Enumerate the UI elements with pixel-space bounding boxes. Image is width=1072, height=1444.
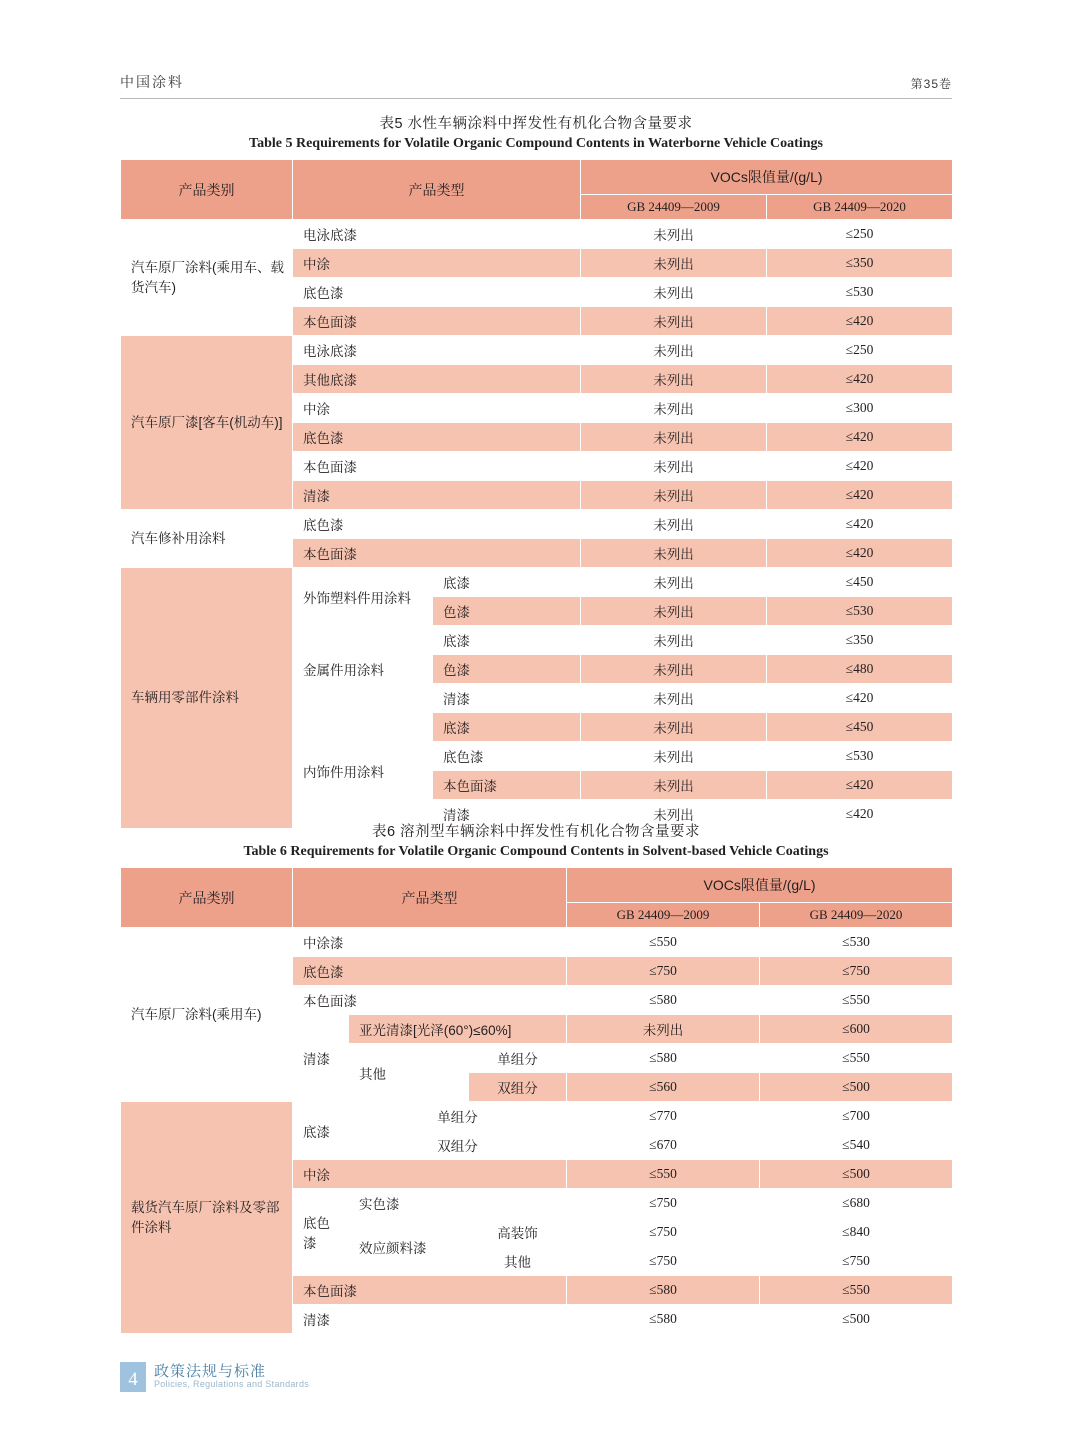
value-old: 未列出 [581, 452, 767, 481]
type-cell: 底漆 [433, 626, 581, 655]
value-old: 未列出 [567, 1015, 760, 1044]
cat-cell: 汽车原厂涂料(乘用车、载货汽车) [121, 220, 293, 336]
type-cell: 本色面漆 [293, 986, 567, 1015]
type-cell: 效应颜料漆 [349, 1218, 469, 1276]
th-std-2020: GB 24409—2020 [767, 195, 953, 220]
type-cell: 双组分 [469, 1073, 567, 1102]
value-old: ≤770 [567, 1102, 760, 1131]
value-old: 未列出 [581, 771, 767, 800]
subtype-cell: 高装饰 [469, 1218, 567, 1247]
value-new: ≤550 [760, 986, 953, 1015]
type-cell: 中涂 [293, 394, 581, 423]
value-old: 未列出 [581, 336, 767, 365]
type-cell: 其他底漆 [293, 365, 581, 394]
value-new: ≤750 [760, 1247, 953, 1276]
type-cell: 实色漆 [349, 1189, 567, 1218]
type-cell: 中涂漆 [293, 928, 567, 957]
value-old: 未列出 [581, 742, 767, 771]
subtype-cell: 其他 [469, 1247, 567, 1276]
table-row [121, 568, 953, 597]
value-new: ≤700 [760, 1102, 953, 1131]
type-cell: 清漆 [293, 481, 581, 510]
table-row [121, 160, 953, 195]
value-old: ≤560 [567, 1073, 760, 1102]
cat-cell: 汽车修补用涂料 [121, 510, 293, 568]
subgroup-cell: 底色漆 [293, 1189, 349, 1276]
th-vocs: VOCs限值量/(g/L) [567, 868, 953, 903]
table6-caption-cn: 表6 溶剂型车辆涂料中挥发性有机化合物含量要求 [371, 824, 701, 840]
table5-caption-cn: 表5 水性车辆涂料中挥发性有机化合物含量要求 [379, 116, 693, 132]
subgroup-cell-other: 其他 [349, 1044, 469, 1102]
type-cell: 本色面漆 [293, 539, 581, 568]
th-std-2009: GB 24409—2009 [581, 195, 767, 220]
value-old: ≤670 [567, 1131, 760, 1160]
table-row [121, 928, 953, 957]
value-new: ≤750 [760, 957, 953, 986]
value-new: ≤550 [760, 1044, 953, 1073]
value-new: ≤550 [760, 1276, 953, 1305]
value-old: 未列出 [581, 220, 767, 249]
value-new: ≤420 [767, 365, 953, 394]
value-new: ≤500 [760, 1160, 953, 1189]
value-new: ≤420 [767, 539, 953, 568]
value-new: ≤500 [760, 1073, 953, 1102]
table6-caption-en: Table 6 Requirements for Volatile Organic Compound Contents in Solvent-based Vehicle Coatings [243, 844, 829, 859]
table6 [120, 867, 953, 1334]
type-cell: 底色漆 [433, 742, 581, 771]
type-cell: 中涂 [293, 249, 581, 278]
table6-block [120, 820, 952, 1334]
footer-section-cn: 政策法规与标准 [154, 1362, 267, 1380]
subgroup-cell: 内饰件用涂料 [293, 713, 433, 829]
value-old: 未列出 [581, 655, 767, 684]
value-old: ≤550 [567, 928, 760, 957]
cat-cell: 汽车原厂漆[客车(机动车)] [121, 336, 293, 510]
value-old: 未列出 [581, 307, 767, 336]
value-old: 未列出 [581, 539, 767, 568]
value-new: ≤350 [767, 626, 953, 655]
cat-cell: 载货汽车原厂涂料及零部件涂料 [121, 1102, 293, 1334]
type-cell: 本色面漆 [293, 1276, 567, 1305]
type-cell: 底色漆 [293, 957, 567, 986]
type-cell: 亚光清漆[光泽(60°)≤60%] [349, 1015, 567, 1044]
table-row [121, 868, 953, 903]
th-type: 产品类型 [293, 868, 567, 928]
value-old: ≤580 [567, 1276, 760, 1305]
value-old: 未列出 [581, 481, 767, 510]
journal-name: 中国涂料 [120, 74, 184, 90]
value-old: ≤580 [567, 986, 760, 1015]
type-cell: 本色面漆 [433, 771, 581, 800]
value-new: ≤420 [767, 423, 953, 452]
th-std-2009: GB 24409—2009 [567, 903, 760, 928]
subgroup-cell: 金属件用涂料 [293, 626, 433, 713]
value-old: ≤750 [567, 1218, 760, 1247]
value-old: 未列出 [581, 278, 767, 307]
value-new: ≤530 [760, 928, 953, 957]
value-new: ≤420 [767, 771, 953, 800]
page-header [120, 72, 952, 99]
value-new: ≤500 [760, 1305, 953, 1334]
table5-caption-en: Table 5 Requirements for Volatile Organic Compound Contents in Waterborne Vehicle Coatings [249, 136, 823, 151]
table-row [121, 336, 953, 365]
type-cell: 底色漆 [293, 423, 581, 452]
value-new: ≤420 [767, 481, 953, 510]
type-cell: 本色面漆 [293, 307, 581, 336]
page-footer [120, 1362, 309, 1392]
value-new: ≤350 [767, 249, 953, 278]
type-cell: 双组分 [349, 1131, 567, 1160]
value-new: ≤450 [767, 713, 953, 742]
type-cell: 中涂 [293, 1160, 567, 1189]
type-cell: 单组分 [349, 1102, 567, 1131]
page-number: 4 [120, 1362, 146, 1392]
value-new: ≤480 [767, 655, 953, 684]
type-cell: 电泳底漆 [293, 220, 581, 249]
value-new: ≤450 [767, 568, 953, 597]
value-old: ≤580 [567, 1305, 760, 1334]
table-row [121, 510, 953, 539]
th-std-2020: GB 24409—2020 [760, 903, 953, 928]
type-cell: 底漆 [433, 568, 581, 597]
value-old: 未列出 [581, 394, 767, 423]
value-new: ≤840 [760, 1218, 953, 1247]
value-new: ≤680 [760, 1189, 953, 1218]
value-old: 未列出 [581, 365, 767, 394]
table-row [121, 220, 953, 249]
value-old: ≤550 [567, 1160, 760, 1189]
value-new: ≤250 [767, 336, 953, 365]
value-new: ≤420 [767, 800, 953, 829]
value-old: 未列出 [581, 626, 767, 655]
value-old: ≤580 [567, 1044, 760, 1073]
value-old: 未列出 [581, 713, 767, 742]
value-old: ≤750 [567, 1189, 760, 1218]
footer-section-en: Policies, Regulations and Standards [154, 1379, 310, 1390]
table5 [120, 159, 953, 829]
value-new: ≤420 [767, 307, 953, 336]
cat-cell: 汽车原厂涂料(乘用车) [121, 928, 293, 1102]
type-cell: 单组分 [469, 1044, 567, 1073]
type-cell: 色漆 [433, 655, 581, 684]
value-old: 未列出 [581, 684, 767, 713]
th-vocs: VOCs限值量/(g/L) [581, 160, 953, 195]
type-cell: 清漆 [433, 800, 581, 829]
value-new: ≤530 [767, 742, 953, 771]
type-cell: 本色面漆 [293, 452, 581, 481]
value-new: ≤300 [767, 394, 953, 423]
type-cell: 底色漆 [293, 278, 581, 307]
type-cell: 底漆 [433, 713, 581, 742]
table-row [121, 1102, 953, 1131]
type-cell: 清漆 [293, 1305, 567, 1334]
value-new: ≤420 [767, 684, 953, 713]
subgroup-cell: 外饰塑料件用涂料 [293, 568, 433, 626]
value-old: 未列出 [581, 597, 767, 626]
value-old: 未列出 [581, 568, 767, 597]
value-old: ≤750 [567, 1247, 760, 1276]
value-old: ≤750 [567, 957, 760, 986]
subgroup-cell: 底漆 [293, 1102, 349, 1160]
value-new: ≤540 [760, 1131, 953, 1160]
type-cell: 电泳底漆 [293, 336, 581, 365]
volume-label: 第35卷 [910, 77, 952, 91]
value-new: ≤530 [767, 597, 953, 626]
th-category: 产品类别 [121, 160, 293, 220]
value-old: 未列出 [581, 423, 767, 452]
type-cell: 底色漆 [293, 510, 581, 539]
type-cell: 色漆 [433, 597, 581, 626]
th-category: 产品类别 [121, 868, 293, 928]
value-old: 未列出 [581, 800, 767, 829]
cat-cell: 车辆用零部件涂料 [121, 568, 293, 829]
value-new: ≤250 [767, 220, 953, 249]
value-new: ≤530 [767, 278, 953, 307]
value-new: ≤420 [767, 510, 953, 539]
value-new: ≤600 [760, 1015, 953, 1044]
table5-block [120, 112, 952, 829]
type-cell: 清漆 [433, 684, 581, 713]
th-type: 产品类型 [293, 160, 581, 220]
subgroup-cell: 清漆 [293, 1015, 349, 1102]
value-new: ≤420 [767, 452, 953, 481]
value-old: 未列出 [581, 249, 767, 278]
value-old: 未列出 [581, 510, 767, 539]
